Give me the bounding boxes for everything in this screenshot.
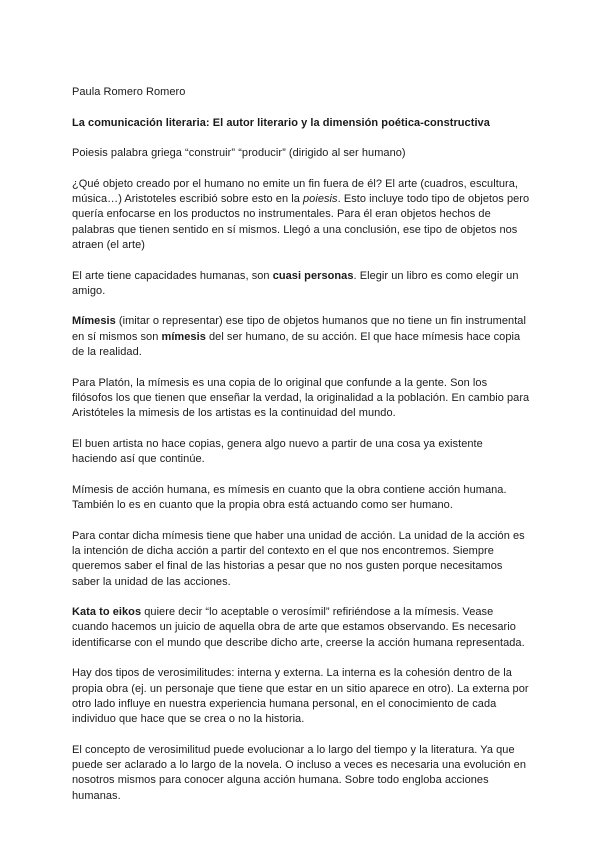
emphasis-poiesis: poiesis	[303, 193, 338, 206]
paragraph-kata-to-eikos	[72, 605, 530, 651]
intro-paragraph: Poiesis palabra griega “construir” “producir” (dirigido al ser humano)	[72, 147, 406, 160]
paragraph-cuasi-personas	[72, 269, 530, 300]
paragraph-poiesis	[72, 177, 530, 253]
bold-kata-to-eikos: Kata to eikos	[72, 606, 142, 619]
paragraph-text: ¿Qué objeto creado por el humano no emite un fin fuera de él? El arte (cuadros, escultura, música…) Aristoteles escribió sobre esto en la	[72, 177, 518, 206]
paragraph-text: . Esto incluye todo tipo de objetos pero quería enfocarse en los productos no instrumentales. Para él eran objetos hechos de palabras que tienen sentido en sí mismos. Llegó a una conclusión, ese tipo de objetos nos atraen (el arte)	[72, 193, 530, 251]
paragraph-text: . Elegir un libro es como elegir un amigo.	[72, 269, 519, 297]
paragraph-text: El arte tiene capacidades humanas, son	[72, 269, 273, 282]
bold-mimesis: Mímesis	[72, 315, 116, 328]
bold-mimesis-2: mímesis	[161, 330, 206, 343]
bold-cuasi-personas: cuasi personas	[272, 269, 354, 282]
paragraph-mimesis	[72, 314, 530, 360]
paragraph-text: quiere decir “lo aceptable o verosímil” refiriéndose a la mímesis. Vease cuando hacemos un juicio de aquella obra de arte que estamos observando. Es necesario identificarse con el mundo que describe dicho arte, creerse la acción humana representada.	[72, 606, 525, 649]
paragraph-accion-humana: Mímesis de acción humana, es mímesis en cuanto que la obra contiene acción humana. También lo es en cuanto que la propia obra está actuando como ser humano.	[72, 483, 507, 512]
document-title	[72, 116, 530, 131]
paragraph-text: (imitar o representar) ese tipo de objetos humanos que no tiene un fin instrumental en sí mismos son	[72, 315, 526, 343]
paragraph-verosimilitudes: Hay dos tipos de verosimilitudes: interna y externa. La interna es la cohesión dentro de la propia obra (ej. un personaje que tiene que estar en un sitio aparece en otro). La externa por otro lado influye en nuestra experiencia humana personal, en el conocimiento de cada individuo que hace que se crea o no la historia.	[72, 667, 529, 726]
paragraph-text: del ser humano, de su acción. El que hace mímesis hace copia de la realidad.	[72, 330, 521, 359]
title-text: La comunicación literaria: El autor literario y la dimensión poética-constructiva	[72, 116, 490, 129]
author-name: Paula Romero Romero	[72, 86, 186, 98]
paragraph-buen-artista: El buen artista no hace copias, genera algo nuevo a partir de una cosa ya existente haciendo así que continúe.	[72, 437, 483, 466]
document-page	[72, 85, 530, 804]
paragraph-unidad-accion: Para contar dicha mímesis tiene que haber una unidad de acción. La unidad de la acción es la intención de dicha acción a partir del contexto en el que nos encontremos. Siempre queremos saber el final de las historias a pesar que no nos gusten porque necesitamos saber la unidad de las acciones.	[72, 529, 525, 588]
paragraph-platon: Para Platón, la mímesis es una copia de lo original que confunde a la gente. Son los filósofos los que tienen que enseñar la verdad, la originalidad a la población. En cambio para Aristóteles la mimesis de los artistas es la continuidad del mundo.	[72, 376, 530, 420]
paragraph-verosimilitud-evolucion: El concepto de verosimilitud puede evolucionar a lo largo del tiempo y la literatura. Ya que puede ser aclarado a lo largo de la novela. O incluso a veces es necesaria una evolución en nosotros mismos para conocer alguna acción humana. Sobre todo engloba acciones humanas.	[72, 743, 527, 802]
